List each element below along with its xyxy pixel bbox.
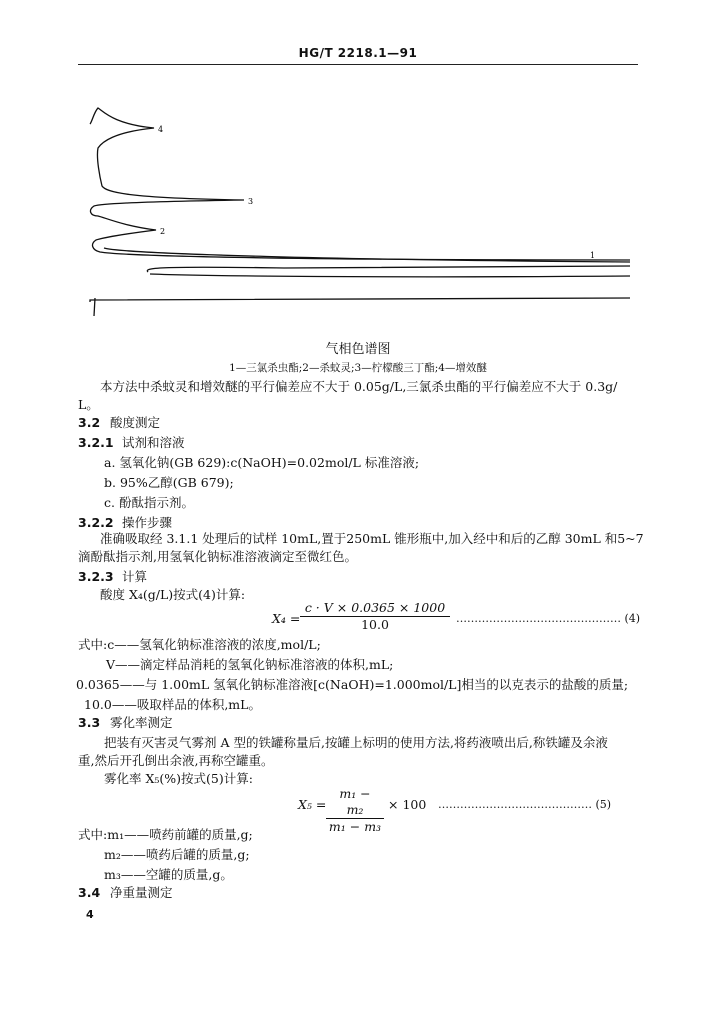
section-title: 雾化率测定 [110, 715, 173, 730]
fraction-denominator: 10.0 [361, 617, 389, 632]
section-number: 3.3 [78, 715, 101, 730]
figure-title: 气相色谱图 [325, 342, 391, 357]
peak-label: 4 [158, 125, 164, 134]
variable-definition: 10.0——吸取样品的体积,mL。 [84, 697, 261, 712]
variable-definition: 0.0365——与 1.00mL 氢氧化钠标准溶液[c(NaOH)=1.000mol/L]相当的以克表示的盐酸的质量; [76, 677, 629, 692]
chromatogram-trace [94, 298, 95, 316]
variable-definition: 式中:c——氢氧化钠标准溶液的浓度,mol/L; [78, 637, 321, 652]
page-number: 4 [86, 908, 94, 921]
body-text: 把装有灭害灵气雾剂 A 型的铁罐称量后,按罐上标明的使用方法,将药液喷出后,称铁罐及余液 [104, 735, 608, 750]
fraction-denominator: m₁ − m₃ [328, 819, 382, 834]
section-number: 3.2.3 [78, 569, 114, 584]
section-number: 3.2.2 [78, 515, 114, 530]
section-number: 3.2 [78, 415, 101, 430]
equation-4-fraction [300, 600, 450, 633]
chromatogram-trace [90, 298, 630, 302]
gas-chromatogram [84, 88, 634, 318]
equation-number: ……………………………………… (4) [456, 612, 641, 625]
section-title: 操作步骤 [122, 515, 173, 530]
variable-definition: m₃——空罐的质量,g。 [104, 867, 233, 882]
standard-number: HG/T 2218.1—91 [298, 46, 418, 60]
equation-multiplier: × 100 [388, 797, 427, 812]
variable-definition: m₂——喷药后罐的质量,g; [104, 847, 250, 862]
equation-lhs: X₄ = [272, 611, 301, 626]
section-title: 净重量测定 [110, 885, 173, 900]
body-text: 雾化率 X₅(%)按式(5)计算: [104, 771, 253, 786]
variable-definition: 式中:m₁——喷药前罐的质量,g; [78, 827, 253, 842]
body-text: 本方法中杀蚊灵和增效醚的平行偏差应不大于 0.05g/L,三氯杀虫酯的平行偏差应不大于 0.3g/ [100, 379, 618, 394]
section-title: 试剂和溶液 [122, 435, 185, 450]
section-title: 计算 [122, 569, 148, 584]
section-number: 3.4 [78, 885, 101, 900]
equation-number: …………………………………… (5) [438, 798, 612, 811]
chromatogram-trace [147, 266, 630, 272]
body-text: L。 [78, 397, 99, 412]
equation-lhs: X₅ = [298, 797, 327, 812]
section-number: 3.2.1 [78, 435, 114, 450]
reagent-item: b. 95%乙醇(GB 679); [104, 475, 234, 490]
peak-label: 3 [248, 197, 254, 206]
chromatogram-trace [90, 108, 630, 260]
section-title: 酸度测定 [110, 415, 161, 430]
equation-5-fraction [326, 786, 384, 835]
body-text: 准确吸取经 3.1.1 处理后的试样 10mL,置于250mL 锥形瓶中,加入经中和后的乙醇 30mL 和5~7 [100, 531, 644, 546]
reagent-item: a. 氢氧化钠(GB 629):c(NaOH)=0.02mol/L 标准溶液; [104, 455, 420, 470]
body-text: 酸度 X₄(g/L)按式(4)计算: [100, 587, 246, 602]
reagent-item: c. 酚酞指示剂。 [104, 495, 194, 510]
fraction-numerator: m₁ − m₂ [326, 786, 384, 819]
peak-label: 2 [160, 227, 166, 236]
body-text: 重,然后开孔倒出余液,再称空罐重。 [78, 753, 274, 768]
header-rule [78, 64, 638, 65]
variable-definition: V——滴定样品消耗的氢氧化钠标准溶液的体积,mL; [106, 657, 394, 672]
figure-legend: 1—三氯杀虫酯;2—杀蚊灵;3—柠檬酸三丁酯;4—增效醚 [229, 362, 487, 374]
fraction-numerator: c · V × 0.0365 × 1000 [300, 600, 450, 617]
body-text: 滴酚酞指示剂,用氢氧化钠标准溶液滴定至微红色。 [78, 549, 357, 564]
chromatogram-trace [150, 274, 630, 277]
peak-label: 1 [590, 251, 596, 260]
